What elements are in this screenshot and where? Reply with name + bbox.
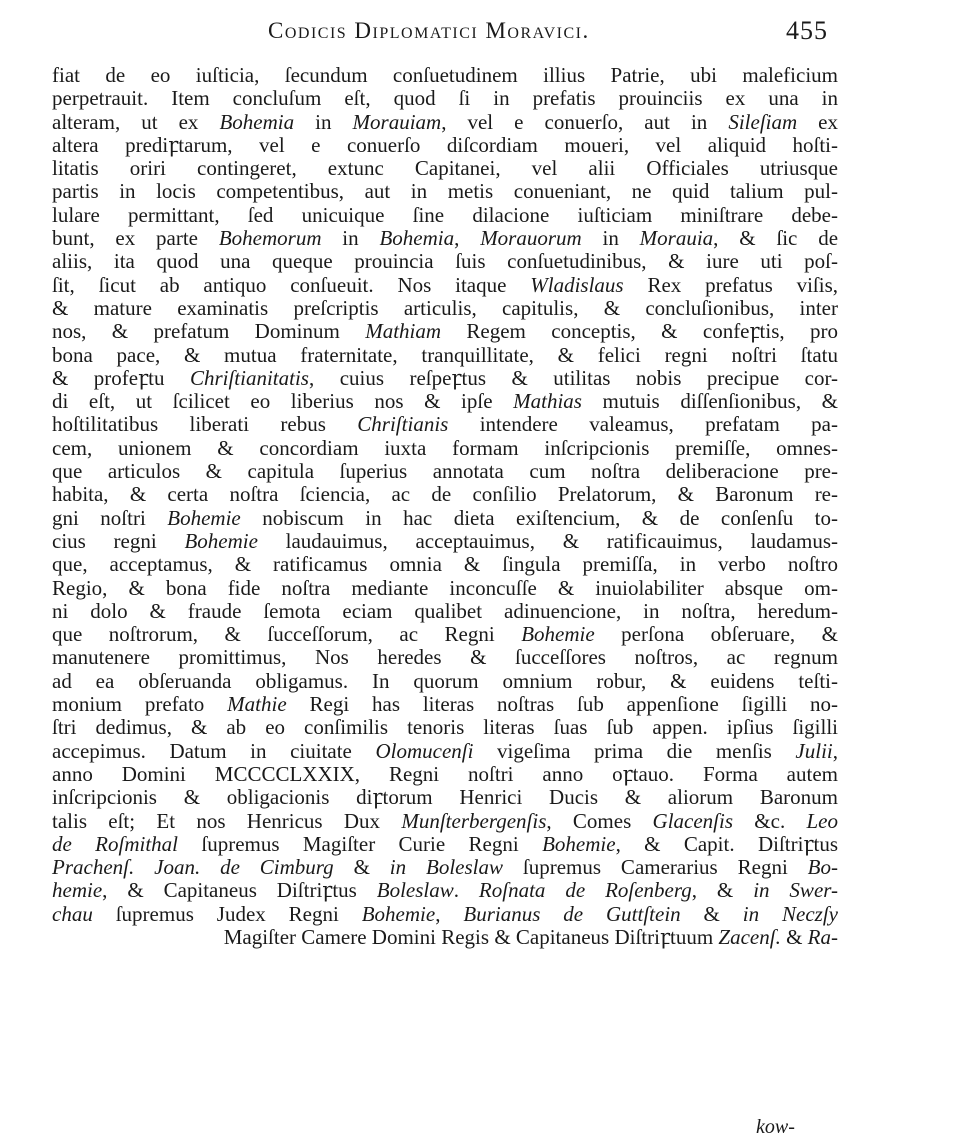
text-line	[52, 530, 838, 553]
italic-text: Bo-	[807, 855, 838, 880]
text-run: inſcripcionis & obligacionis diꝼtorum Henrici Ducis & aliorum Baronum	[52, 785, 838, 810]
text-run: cius regni	[52, 528, 185, 553]
text-run: litatis oriri contingeret, extunc Capitanei, vel alii Officiales utriusque	[52, 156, 838, 181]
italic-text: chau	[52, 901, 93, 926]
italic-text: Wladislaus	[530, 272, 624, 297]
text-run: nobiscum in hac dieta exiſtencium, & de conſenſu to-	[240, 505, 838, 530]
text-run: ad ea obſeruanda obligamus. In quorum omnium robur, & euidens teſti-	[52, 668, 838, 693]
text-run: que noſtrorum, & ſucceſſorum, ac Regni	[52, 622, 522, 647]
italic-text: hemie	[52, 878, 103, 903]
text-run: cem, unionem & concordiam iuxta formam inſcripcionis premiſſe, omnes-	[52, 435, 838, 460]
italic-text: Bohemie	[521, 622, 595, 647]
text-line	[52, 507, 838, 530]
text-run: laudauimus, acceptauimus, & ratificauimus, laudamus-	[257, 528, 839, 553]
text-run: ,	[435, 901, 464, 926]
text-run: habita, & certa noſtra ſciencia, ac de conſilio Prelatorum, & Baronum re-	[52, 482, 838, 507]
text-line	[52, 460, 838, 483]
text-line	[52, 856, 838, 879]
text-run: bunt, ex parte	[52, 226, 219, 251]
text-run: altera prediꝼtarum, vel e conuerſo diſcordiam moueri, vel aliquid hoſti-	[52, 132, 838, 157]
text-line	[52, 344, 838, 367]
text-line	[52, 157, 838, 180]
text-run: , & ſic de	[713, 226, 839, 251]
text-run: in	[321, 226, 380, 251]
text-line	[52, 763, 838, 786]
text-line	[52, 577, 838, 600]
text-run: ,	[832, 738, 838, 763]
text-line	[52, 670, 838, 693]
text-run: vigeſima prima die menſis	[473, 738, 796, 763]
italic-text: Leo	[806, 808, 838, 833]
running-head	[0, 12, 960, 52]
italic-text: Chriſtianitatis	[189, 365, 309, 390]
text-run: ſupremus Judex Regni	[92, 901, 362, 926]
italic-text: Prachenſ.	[52, 855, 135, 880]
text-run: Regio, & bona fide noſtra mediante inconcuſſe & inuiolabiliter absque om-	[52, 575, 838, 600]
text-line	[52, 134, 838, 157]
text-run: Magiſter Camere Domini Regis & Capitaneus Diſtriꝼtuum	[223, 924, 719, 949]
text-run: que, acceptamus, & ratificamus omnia & ſingula premiſſa, in verbo noſtro	[52, 552, 838, 577]
text-line	[52, 390, 838, 413]
text-run: mutuis diſſenſionibus, &	[581, 389, 838, 414]
italic-text: Julii	[795, 738, 833, 763]
text-line	[52, 64, 838, 87]
text-run: gni noſtri	[52, 505, 168, 530]
text-line	[52, 553, 838, 576]
text-run: Regem conceptis, & confeꝼtis, pro	[441, 319, 838, 344]
text-run: anno Domini MCCCCLXXIX, Regni noſtri anno oꝼtauo. Forma autem	[52, 761, 838, 786]
text-line	[52, 623, 838, 646]
text-run: aliis, ita quod una queque prouincia ſuis conſuetudinibus, & iure uti poſ-	[52, 249, 838, 274]
italic-text: Bohemie	[542, 831, 616, 856]
text-run: , Comes	[546, 808, 653, 833]
italic-text: in Neczſy	[742, 901, 839, 926]
italic-text: Bohemie	[167, 505, 241, 530]
italic-text: Glacenſis	[652, 808, 734, 833]
text-line	[52, 111, 838, 134]
catchword: kow-	[756, 1116, 795, 1138]
italic-text: Munſterbergenſis	[401, 808, 547, 833]
text-line	[52, 297, 838, 320]
italic-text: Roſnata de Roſenberg	[478, 878, 692, 903]
text-run: , &	[691, 878, 754, 903]
text-run: & mature examinatis preſcriptis articulis, capitulis, & concluſionibus, inter	[52, 295, 838, 320]
italic-text: Joan. de Cimburg	[154, 855, 334, 880]
italic-text: Olomucenſi	[375, 738, 474, 763]
text-run: &	[333, 855, 390, 880]
italic-text: Zacenſ.	[718, 924, 781, 949]
italic-text: Chriſtianis	[357, 412, 449, 437]
italic-text: Bohemie	[361, 901, 436, 926]
text-run: , vel e conuerſo, aut in	[441, 109, 729, 134]
text-line	[52, 740, 838, 763]
italic-text: Sileſiam	[728, 109, 798, 134]
text-run: Rex prefatus viſis,	[623, 272, 838, 297]
italic-text: Bohemia	[219, 109, 295, 134]
text-run: bona pace, & mutua fraternitate, tranquillitate, & felici regni noſtri ſtatu	[52, 342, 838, 367]
text-run: &	[680, 901, 743, 926]
italic-text: Morauiam	[352, 109, 442, 134]
italic-text: Bohemia	[379, 226, 455, 251]
italic-text: de Roſmithal	[52, 831, 179, 856]
italic-text: in Boleslaw	[389, 855, 504, 880]
italic-text: Mathias	[513, 389, 582, 414]
text-line	[52, 879, 838, 902]
text-line	[52, 833, 838, 856]
italic-text: Ra-	[807, 924, 838, 949]
text-run: ſtri dedimus, & ab eo conſimilis tenoris literas ſuas ſub appen. ipſius ſigilli	[52, 715, 838, 740]
text-line	[52, 903, 838, 926]
text-line	[52, 646, 838, 669]
text-run: partis in locis competentibus, aut in metis conueniant, ne quid talium pul-	[52, 179, 838, 204]
text-run: di eſt, ut ſcilicet eo liberius nos & ipſe	[52, 389, 514, 414]
text-line	[52, 367, 838, 390]
running-title: Codicis Diplomatici Moravici.	[268, 18, 590, 43]
text-run: talis eſt; Et nos Henricus Dux	[52, 808, 402, 833]
italic-text: Bohemorum	[218, 226, 322, 251]
text-run: ſit, ſicut ab antiquo conſueuit. Nos itaque	[52, 272, 531, 297]
text-run: .	[453, 878, 479, 903]
text-line	[52, 274, 838, 297]
text-run: ſupremus Magiſter Curie Regni	[178, 831, 543, 856]
text-run: ex	[797, 109, 839, 134]
text-line	[52, 600, 838, 623]
text-run: perpetrauit. Item concluſum eſt, quod ſi in prefatis prouinciis ex una in	[52, 86, 838, 111]
italic-text: Mathiam	[365, 319, 442, 344]
text-line	[52, 413, 838, 436]
text-run: in	[581, 226, 640, 251]
text-line	[52, 693, 838, 716]
text-run: & profeꝼtu	[52, 365, 190, 390]
text-line	[52, 180, 838, 203]
text-line	[52, 320, 838, 343]
text-run: monium prefato	[52, 692, 228, 717]
text-run: in	[294, 109, 353, 134]
text-run: alteram, ut ex	[52, 109, 220, 134]
text-line	[52, 926, 838, 949]
text-line	[52, 810, 838, 833]
text-run: ni dolo & fraude ſemota eciam qualibet adinuencione, in noſtra, heredum-	[52, 598, 838, 623]
text-run: perſona obſeruare, &	[594, 622, 838, 647]
body-text	[52, 64, 838, 949]
italic-text: Morauia	[639, 226, 714, 251]
italic-text: Bohemie	[184, 528, 258, 553]
text-run: manutenere promittimus, Nos heredes & ſucceſſores noſtros, ac regnum	[52, 645, 838, 670]
text-line	[52, 437, 838, 460]
text-run: nos, & prefatum Dominum	[52, 319, 366, 344]
text-run: &	[780, 924, 808, 949]
text-run: accepimus. Datum in ciuitate	[52, 738, 376, 763]
text-run: que articulos & capitula ſuperius annotata cum noſtra deliberacione pre-	[52, 459, 838, 484]
page-number: 455	[786, 16, 828, 45]
text-line	[52, 250, 838, 273]
text-run: Regi has literas noſtras ſub appenſione ſigilli no-	[286, 692, 839, 717]
text-line	[52, 227, 838, 250]
italic-text: Boleslaw	[376, 878, 454, 903]
italic-text: in Swer-	[753, 878, 839, 903]
text-run: lulare permittant, ſed unicuique ſine dilacione iuſticiam miniſtrare debe-	[52, 202, 838, 227]
text-run: ,	[454, 226, 481, 251]
italic-text: Morauorum	[480, 226, 582, 251]
text-line	[52, 87, 838, 110]
text-line	[52, 716, 838, 739]
text-line	[52, 483, 838, 506]
text-line	[52, 786, 838, 809]
text-run: , & Capitaneus Diſtriꝼtus	[102, 878, 377, 903]
italic-text: Burianus de Guttſtein	[463, 901, 681, 926]
text-line	[52, 204, 838, 227]
text-run: hoſtilitatibus liberati rebus	[52, 412, 358, 437]
text-run	[134, 855, 154, 879]
text-run: ſupremus Camerarius Regni	[503, 855, 808, 880]
text-run: &c.	[733, 808, 807, 833]
italic-text: Mathie	[227, 692, 287, 717]
text-run: , & Capit. Diſtriꝼtus	[615, 831, 838, 856]
text-run: , cuius reſpeꝼtus & utilitas nobis precipue cor-	[308, 365, 839, 390]
text-run: intendere valeamus, prefatam pa-	[448, 412, 838, 437]
text-run: fiat de eo iuſticia, ſecundum conſuetudinem illius Patrie, ubi maleficium	[52, 63, 838, 87]
